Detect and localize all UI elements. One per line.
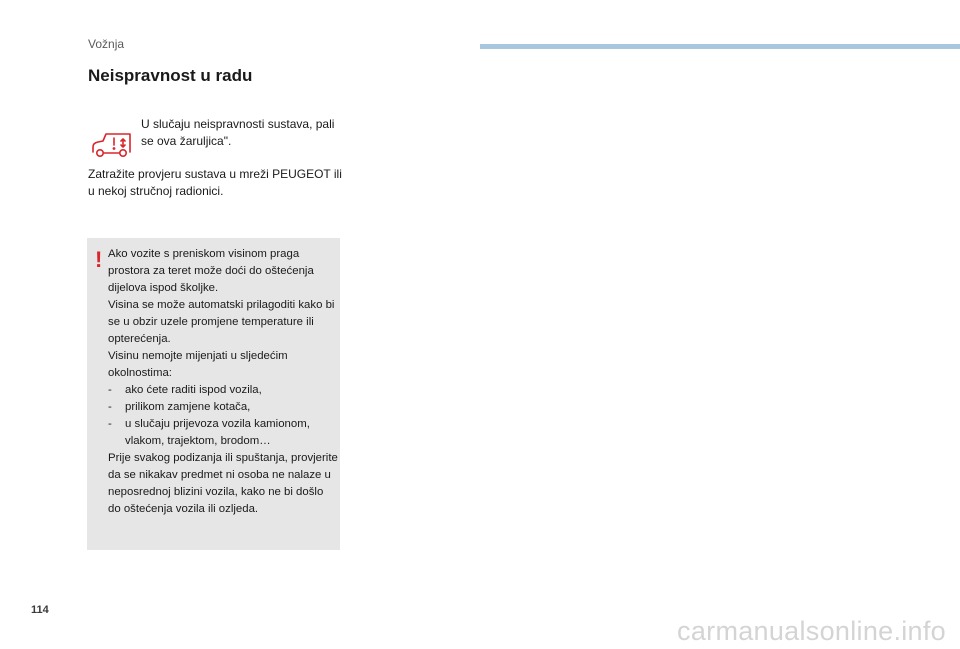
section-label: Vožnja <box>88 37 125 51</box>
advice-text: Zatražite provjeru sustava u mreži PEUGEOT ili u nekoj stručnoj radionici. <box>88 167 342 198</box>
watermark: carmanualsonline.info <box>677 616 946 646</box>
warning-paragraph: Visinu nemojte mijenjati u sljedećim okolnostima: <box>108 350 288 379</box>
vehicle-suspension-warning-icon <box>90 128 134 162</box>
warning-text <box>108 246 338 518</box>
list-item: - ako ćete raditi ispod vozila, <box>108 384 262 396</box>
list-item: - prilikom zamjene kotača, <box>108 401 251 413</box>
exclamation-icon: ! <box>95 247 103 272</box>
intro-text: U slučaju neispravnosti sustava, pali se ova žaruljica". <box>141 117 335 148</box>
warning-closing: Prije svakog podizanja ili spuštanja, provjerite da se nikakav predmet ni osoba ne nalaze u neposrednoj blizini vozila, kako ne bi došlo do oštećenja vozila ili ozljeda. <box>108 452 338 515</box>
list-item: - u slučaju prijevoza vozila kamionom, vlakom, trajektom, brodom… <box>108 418 310 447</box>
warning-paragraph: Ako vozite s preniskom visinom praga prostora za teret može doći do oštećenja dijelova ispod školjke. <box>108 248 314 294</box>
page-title: Neispravnost u radu <box>88 66 253 85</box>
warning-paragraph: Visina se može automatski prilagoditi kako bi se u obzir uzele promjene temperature ili opterećenja. <box>108 299 335 345</box>
warning-list <box>108 382 338 450</box>
header-rule <box>480 44 960 49</box>
warning-box <box>87 238 340 550</box>
page-number: 114 <box>31 604 49 616</box>
